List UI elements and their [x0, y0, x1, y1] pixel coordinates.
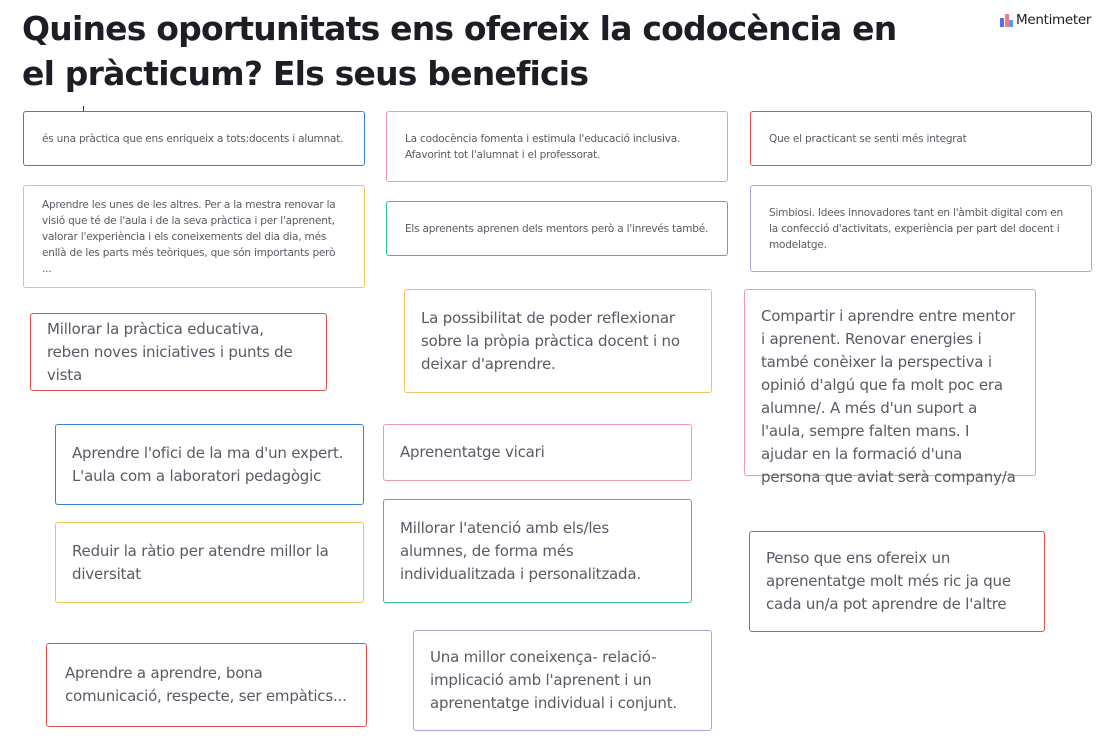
response-card [55, 522, 364, 603]
response-card [383, 424, 692, 481]
mentimeter-logo-icon [1000, 14, 1013, 27]
response-text: Millorar l'atenció amb els/les alumnes, de forma més individualitzada i personalitzada. [400, 518, 641, 583]
response-card [55, 424, 364, 505]
response-card [386, 201, 728, 256]
response-text: és una pràctica que ens enriqueix a tots:docents i alumnat. [42, 132, 344, 145]
brand-name: Mentimeter [1016, 12, 1092, 28]
response-text: Aprenentatge vicari [400, 443, 545, 461]
response-text: Simbiosi. Idees innovadores tant en l'àmbit digital com en la confecció d'activitats, experiència per part del docent i modelatge. [769, 206, 1063, 251]
response-text: Aprendre les unes de les altres. Per a la mestra renovar la visió que té de l'aula i de la seva pràctica i per l'aprenent, valorar l'experiència i els coneixements del dia dia, més enllà de les parts més teòriques, que són importants però ... [42, 198, 336, 275]
response-card [23, 185, 365, 288]
response-text: Compartir i aprendre entre mentor i aprenent. Renovar energies i també conèixer la perspectiva i opinió d'algú que fa molt poc era alumne/. A més d'un suport a l'aula, sempre falten mans. I ajudar en la formació d'una persona que aviat serà company/a [761, 307, 1016, 486]
response-text: Reduir la ràtio per atendre millor la diversitat [72, 541, 329, 583]
response-text: Millorar la pràctica educativa, reben noves iniciatives i punts de vista [47, 319, 293, 384]
response-card [413, 630, 712, 731]
mentimeter-logo [1000, 12, 1091, 28]
response-text: La possibilitat de poder reflexionar sobre la pròpia pràctica docent i no deixar d'aprendre. [421, 308, 680, 373]
response-text: Aprendre a aprendre, bona comunicació, respecte, ser empàtics... [65, 664, 347, 705]
response-text: Els aprenents aprenen dels mentors però a l'inrevés també. [405, 222, 709, 235]
response-card [404, 289, 712, 393]
response-card [383, 499, 692, 603]
response-text: La codocència fomenta i estimula l'educació inclusiva. Afavorint tot l'alumnat i el professorat. [405, 132, 681, 161]
response-text: Una millor coneixença- relació- implicació amb l'aprenent i un aprenentatge individual i conjunt. [430, 648, 677, 712]
response-text: Que el practicant se senti més integrat [769, 132, 967, 145]
page-title: Quines oportunitats ens ofereix la codocència en el pràcticum? Els seus beneficis [22, 9, 897, 93]
response-card [46, 643, 367, 727]
response-card [23, 111, 365, 166]
response-card [750, 111, 1092, 166]
response-card [749, 531, 1045, 632]
response-card [30, 313, 327, 391]
response-card [750, 185, 1092, 272]
response-text: Aprendre l'ofici de la ma d'un expert. L'aula com a laboratori pedagògic [72, 443, 344, 485]
response-card [744, 289, 1036, 486]
response-card [386, 111, 728, 182]
response-text: Penso que ens ofereix un aprenentatge molt més ric ja que cada un/a pot aprendre de l'altre [766, 549, 1011, 613]
